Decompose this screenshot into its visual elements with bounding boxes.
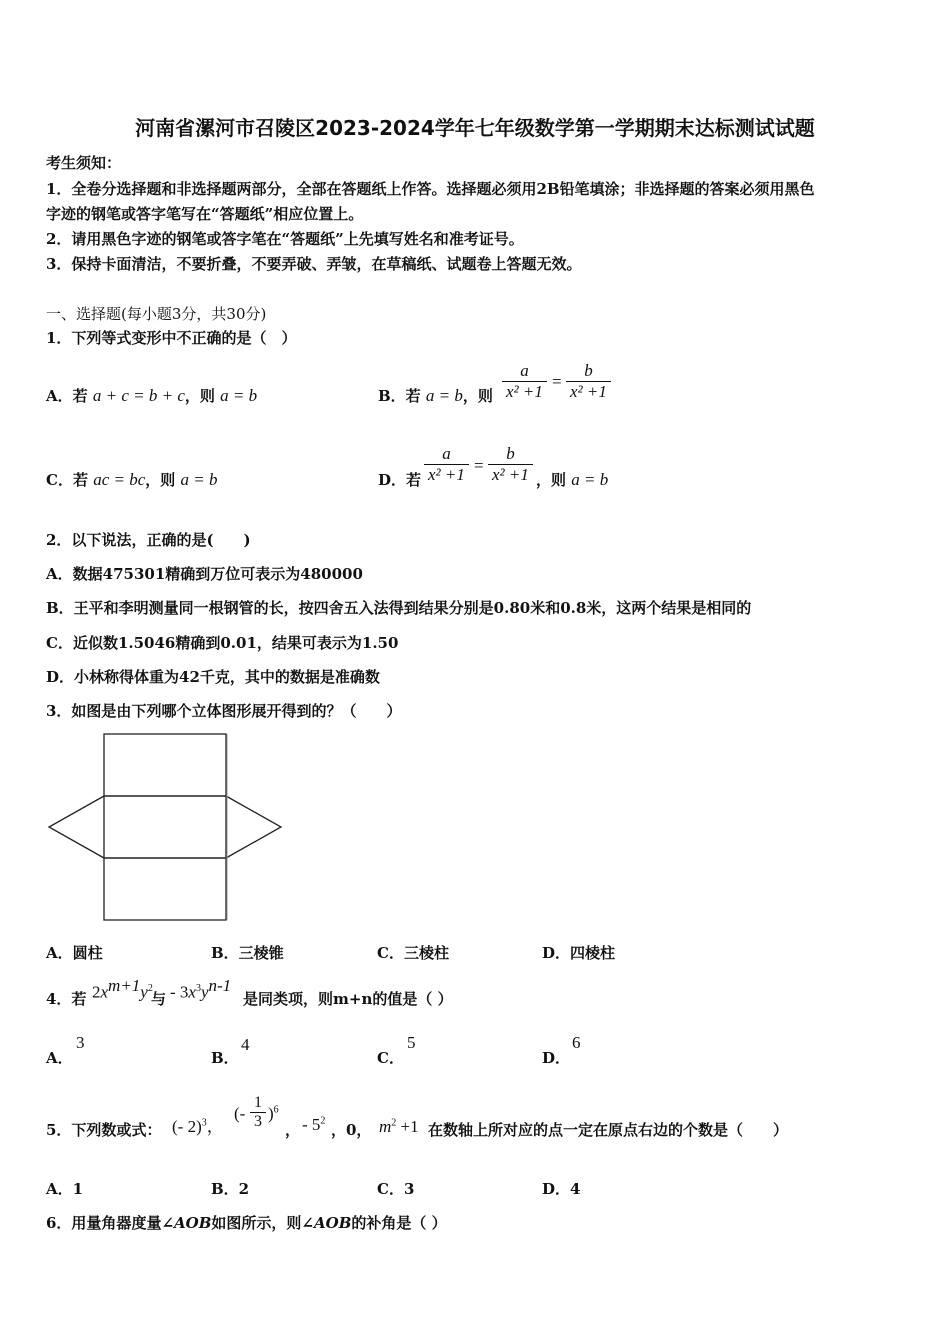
q1-b-frac-right: $\frac{b}{\text{x² +1}}$ [566,361,611,402]
q5-sep-2: ， [285,1121,301,1139]
q3-stem: 3．如图是由下列哪个立体图形展开得到的？（ ） [46,702,402,720]
notice-heading: 考生须知： [46,154,122,172]
q1-option-d[interactable]: D．若 [378,471,422,489]
net-triangle-left [49,796,104,858]
q1-d-frac-left: $\frac{a}{\text{x² +1}}$ [424,444,469,485]
net-face-middle [104,796,226,858]
q5-stem-pre: 5．下列数或式： [46,1121,162,1139]
q2-option-a[interactable]: A．数据475301精确到万位可表示为480000 [46,565,363,583]
q5-option-a[interactable]: A．1 [46,1180,84,1198]
q4-stem-post: 是同类项，则m+n的值是（ ） [243,990,453,1008]
q3-option-c[interactable]: C．三棱柱 [377,944,449,962]
page-title: 河南省漯河市召陵区2023-2024学年七年级数学第一学期期末达标测试试题 [135,116,815,140]
q2-option-d[interactable]: D．小林称得体重为42千克，其中的数据是准确数 [46,668,380,686]
q4-option-a-value: 3 [76,1033,85,1052]
q2-option-c[interactable]: C．近似数1.5046精确到0.01，结果可表示为1.50 [46,634,399,652]
q5-expr-3: - $5^2$ [302,1115,326,1134]
q2-stem: 2．以下说法，正确的是( ) [46,531,251,549]
prism-net-figure [46,730,286,925]
net-face-top [104,734,226,796]
q5-expr-1: (- 2)$^3$， [172,1117,224,1136]
q4-stem-pre: 4．若 [46,990,87,1008]
q1-b-frac-left: $\frac{a}{\text{x² +1}}$ [502,361,547,402]
q5-option-d[interactable]: D．4 [542,1180,581,1198]
q6-stem: 6．用量角器度量∠AOB如图所示，则∠AOB的补角是（ ） [46,1214,447,1232]
q3-option-b[interactable]: B．三棱锥 [211,944,284,962]
q2-option-b[interactable]: B．王平和李明测量同一根钢管的长，按四舍五入法得到结果分别是0.80米和0.8米，这两个结果是相同的 [46,599,752,617]
net-triangle-right [226,796,281,858]
net-face-bottom [104,858,226,920]
q4-option-b[interactable]: B． [211,1049,239,1067]
notice-item-2: 2．请用黑色字迹的钢笔或答字笔在“答题纸”上先填写姓名和准考证号。 [46,230,524,248]
q5-option-b[interactable]: B．2 [211,1180,250,1198]
q1-b-equals: = [552,372,562,391]
q5-expr-2-open: (- [234,1104,246,1123]
q4-option-a[interactable]: A． [46,1049,73,1067]
q5-expr-2-frac: $\frac{1}{3}$ [250,1094,266,1131]
q4-option-c[interactable]: C． [377,1049,404,1067]
q4-term1: $2x^{m+1}y^2$ [92,976,153,1002]
section-heading: 一、选择题(每小题3分，共30分) [46,305,267,323]
notice-item-3: 3．保持卡面清洁，不要折叠，不要弄破、弄皱，在草稿纸、试题卷上答题无效。 [46,255,582,273]
q5-expr-5: $m^2 +1$ [379,1117,419,1136]
q5-expr-2-close: )$^6$ [268,1104,279,1123]
q1-option-c[interactable]: C．若 ac = bc，则 a = b [46,470,218,489]
q4-option-d[interactable]: D． [542,1049,571,1067]
q4-mid: 与 [151,990,167,1008]
notice-item-1: 1．全卷分选择题和非选择题两部分，全部在答题纸上作答。选择题必须用2B铅笔填涂；非选择题的答案必须用黑色 [46,180,815,198]
q5-stem-post: 在数轴上所对应的点一定在原点右边的个数是（ ） [428,1121,789,1139]
q1-stem: 1．下列等式变形中不正确的是（ ） [46,329,297,347]
q1-d-conclusion: ，则 a = b [536,470,609,489]
q4-option-c-value: 5 [407,1033,416,1052]
q3-option-d[interactable]: D．四棱柱 [542,944,616,962]
q4-option-b-value: 4 [241,1035,250,1054]
q1-option-b[interactable]: B．若 a = b，则 [378,386,493,405]
q3-option-a[interactable]: A．圆柱 [46,944,103,962]
q1-d-frac-right: $\frac{b}{\text{x² +1}}$ [488,444,533,485]
q5-option-c[interactable]: C．3 [377,1180,415,1198]
q4-option-d-value: 6 [572,1033,581,1052]
q1-d-equals: = [474,456,484,475]
notice-item-1-cont: 字迹的钢笔或答字笔写在“答题纸”相应位置上。 [46,205,364,223]
q1-option-a[interactable]: A．若 a + c = b + c，则 a = b [46,386,258,405]
q5-expr-4: ，0， [331,1121,372,1139]
q4-term2: - $3x^3y^{n-1}$ [170,976,232,1002]
